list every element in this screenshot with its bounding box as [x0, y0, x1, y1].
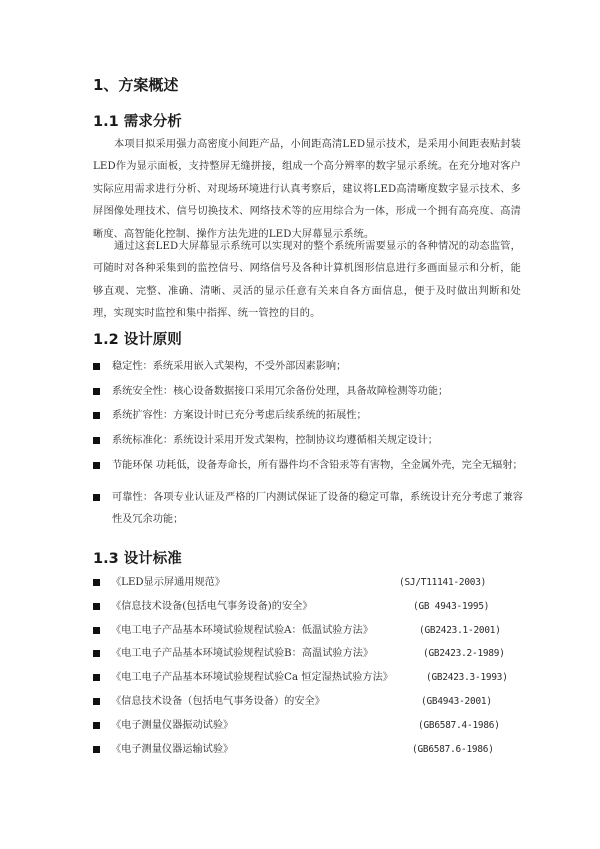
bullet-square-icon — [93, 494, 100, 501]
list-item: 《信息技术设备（包括电气事务设备）的安全》 (GB4943-2001) — [93, 695, 523, 719]
bullet-square-icon — [93, 746, 100, 753]
bullet-square-icon — [93, 462, 100, 469]
list-item: 可靠性：各项专业认证及严格的厂内测试保证了设备的稳定可靠，系统设计充分考虑了兼容性及冗余功能； — [93, 487, 523, 531]
bullet-square-icon — [93, 674, 100, 681]
bullet-square-icon — [93, 722, 100, 729]
list-item: 《电工电子产品基本环境试验规程试验A：低温试验方法》 (GB2423.1-2001) — [93, 624, 523, 648]
subsection-title-principles: 1.2 设计原则 — [93, 332, 182, 348]
list-item: 节能环保 功耗低，设备寿命长，所有器件均不含铅汞等有害物，全金属外壳，完全无辐射； — [93, 454, 523, 477]
list-item: 系统扩容性：方案设计时已充分考虑后续系统的拓展性； — [93, 409, 523, 423]
bullet-square-icon — [93, 603, 100, 610]
bullet-square-icon — [93, 388, 100, 395]
bullet-square-icon — [93, 437, 100, 444]
list-item: 《信息技术设备(包括电气事务设备)的安全》 (GB 4943-1995) — [93, 600, 523, 624]
standards-list — [93, 576, 523, 766]
requirements-paragraph-1: 本项目拟采用强力高密度小间距产品，小间距高清LED显示技术，是采用小间距表贴封装LED作为显示面板，支持整屏无缝拼接，组成一个高分辨率的数字显示系统。在充分地对客户实际应用需求进行分析、对现场环境进行认真考察后，建议将LED高清晰度数字显示技术、多屏图像处理技术、信号切换技术、网络技术等的应用综合为一体，形成一个拥有高亮度、高清晰度、高智能化控制、操作方法先进的LED大屏幕显示系统。 — [93, 139, 521, 240]
bullet-square-icon — [93, 412, 100, 419]
section-title: 1、方案概述 — [93, 76, 179, 94]
list-item: 《电工电子产品基本环境试验规程试验B：高温试验方法》 (GB2423.2-1989) — [93, 647, 523, 671]
subsection-title-requirements: 1.1 需求分析 — [93, 114, 182, 130]
bullet-square-icon — [93, 698, 100, 705]
list-item: 系统标准化：系统设计采用开发式架构，控制协议均遵循相关规定设计； — [93, 434, 523, 448]
list-item: 系统安全性：核心设备数据接口采用冗余备份处理，具备故障检测等功能； — [93, 385, 523, 399]
requirements-paragraph-2: 通过这套LED大屏幕显示系统可以实现对的整个系统所需要显示的各种情况的动态监管，可随时对各种采集到的监控信号、网络信号及各种计算机图形信息进行多画面显示和分析，能够直观、完整、准确、清晰、灵活的显示任意有关来自各方面信息，便于及时做出判断和处理，实现实时监控和集中指挥、统一管控的目的。 — [93, 241, 521, 320]
subsection-title-standards: 1.3 设计标准 — [93, 551, 182, 567]
bullet-square-icon — [93, 650, 100, 657]
list-item: 《电子测量仪器振动试验》 (GB6587.4-1986) — [93, 719, 523, 743]
list-item: 《LED显示屏通用规范》 (SJ/T11141-2003) — [93, 576, 523, 600]
list-item: 《电子测量仪器运输试验》 (GB6587.6-1986) — [93, 743, 523, 767]
bullet-square-icon — [93, 363, 100, 370]
principles-list — [93, 360, 523, 531]
list-item: 《电工电子产品基本环境试验规程试验Ca 恒定湿热试验方法》 (GB2423.3-1993) — [93, 671, 523, 695]
bullet-square-icon — [93, 579, 100, 586]
list-item: 稳定性：系统采用嵌入式架构，不受外部因素影响； — [93, 360, 523, 374]
bullet-square-icon — [93, 627, 100, 634]
